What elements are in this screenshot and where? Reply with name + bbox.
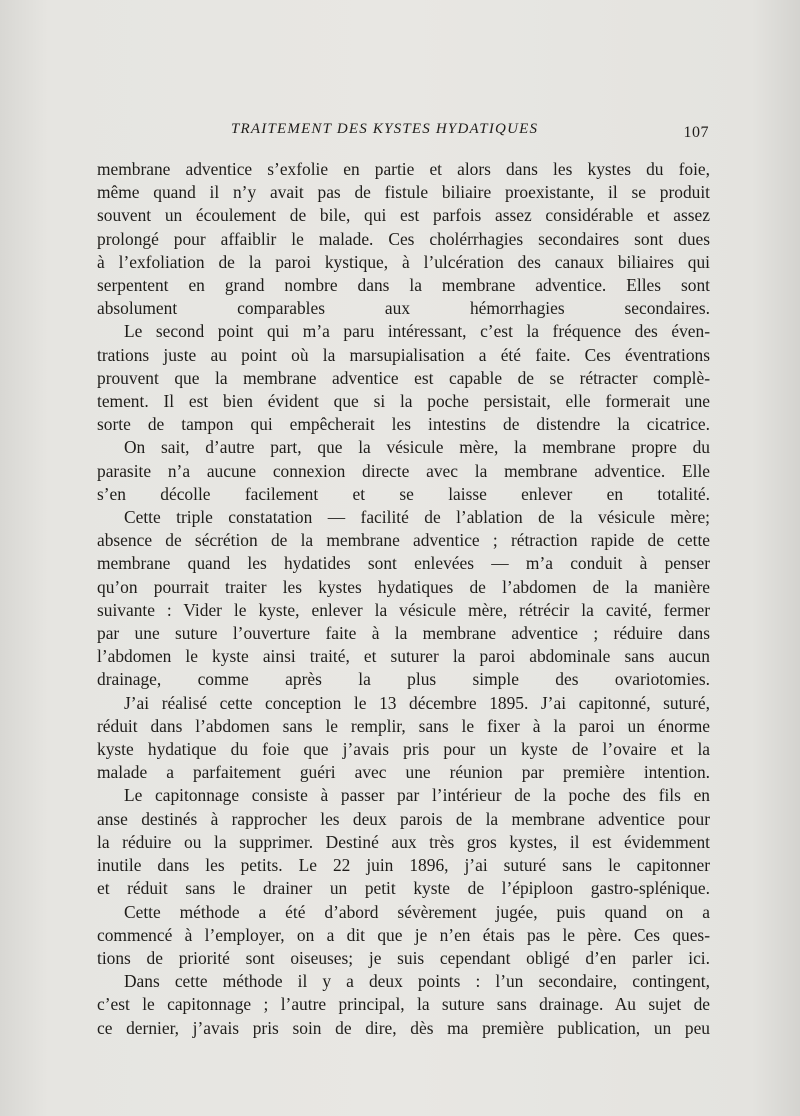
text-line: serpentent en grand nombre dans la membrane adventice. Elles sont [97,275,710,296]
text-line: J’ai réalisé cette conception le 13 décembre 1895. J’ai capitonné, suturé, [124,692,710,713]
paragraph [97,784,710,900]
text-line: Dans cette méthode il y a deux points : l’un secondaire, contingent, [124,971,710,992]
paragraph [97,692,710,785]
text-line: kyste hydatique du foie que j’avais pris pour un kyste de l’ovaire et la [97,739,710,760]
paragraph [97,901,710,971]
paragraph [97,506,710,692]
text-line: s’en décolle facilement et se laisse enlever en totalité. [97,483,710,504]
text-line: Cette méthode a été d’abord sévèrement jugée, puis quand on a [124,901,710,922]
text-line: sorte de tampon qui empêcherait les intestins de distendre la cicatrice. [97,414,710,435]
text-line: absence de sécrétion de la membrane adventice ; rétraction rapide de cette [97,530,710,551]
text-line: à l’exfoliation de la paroi kystique, à l’ulcération des canaux biliaires qui [97,251,710,272]
text-line: inutile dans les petits. Le 22 juin 1896, j’ai suturé sans le capitonner [97,855,710,876]
paragraph [97,436,710,506]
text-line: membrane quand les hydatides sont enlevées — m’a conduit à penser [97,553,710,574]
text-line: On sait, d’autre part, que la vésicule mère, la membrane propre du [124,437,710,458]
text-line: tions de priorité sont oiseuses; je suis cependant obligé d’en parler ici. [97,947,710,968]
text-line: Le second point qui m’a paru intéressant, c’est la fréquence des éven- [124,321,710,342]
running-title: TRAITEMENT DES KYSTES HYDATIQUES [231,121,539,137]
page-number: 107 [683,124,709,141]
paragraph-continuation [97,158,710,320]
text-line: tement. Il est bien évident que si la poche persistait, elle formerait une [97,391,710,412]
text-line: trations juste au point où la marsupialisation a été faite. Ces éventrations [97,344,710,365]
paragraph [97,320,710,436]
text-line: malade a parfaitement guéri avec une réunion par première intention. [97,762,710,783]
text-line: et réduit sans le drainer un petit kyste de l’épiploon gastro-splénique. [97,878,710,899]
text-line: drainage, comme après la plus simple des ovariotomies. [97,669,710,690]
text-line: absolument comparables aux hémorrhagies secondaires. [97,298,710,319]
text-line: la réduire ou la supprimer. Destiné aux très gros kystes, il est évidemment [97,831,710,852]
text-line: qu’on pourrait traiter les kystes hydatiques de l’abdomen de la manière [97,576,710,597]
page-header [97,121,709,145]
text-line: parasite n’a aucune connexion directe avec la membrane adventice. Elle [97,460,710,481]
text-line: suivante : Vider le kyste, enlever la vésicule mère, rétrécir la cavité, fermer [97,599,710,620]
text-line: prolongé pour affaiblir le malade. Ces cholérrhagies secondaires sont dues [97,228,710,249]
text-line: réduit dans l’abdomen sans le remplir, sans le fixer à la paroi un énorme [97,715,710,736]
text-line: souvent un écoulement de bile, qui est parfois assez considérable et assez [97,205,710,226]
body-text [97,158,710,1040]
text-line: anse destinés à rapprocher les deux parois de la membrane adventice pour [97,808,710,829]
text-line: membrane adventice s’exfolie en partie et alors dans les kystes du foie, [97,159,710,179]
paragraph-continues [97,970,710,1040]
text-line: l’abdomen le kyste ainsi traité, et suturer la paroi abdominale sans aucun [97,646,710,667]
text-line: prouvent que la membrane adventice est capable de se rétracter complè- [97,367,710,388]
text-line: Cette triple constatation — facilité de l’ablation de la vésicule mère; [124,507,710,528]
text-line: par une suture l’ouverture faite à la membrane adventice ; réduire dans [97,623,710,644]
text-line: c’est le capitonnage ; l’autre principal, la suture sans drainage. Au sujet de [97,994,710,1015]
text-line: Le capitonnage consiste à passer par l’intérieur de la poche des fils en [124,785,710,806]
text-line: ce dernier, j’avais pris soin de dire, dès ma première publication, un peu [97,1017,710,1038]
text-line: même quand il n’y avait pas de fistule biliaire proexistante, il se produit [97,182,710,203]
text-line: commencé à l’employer, on a dit que je n’en étais pas le père. Ces ques- [97,924,710,945]
